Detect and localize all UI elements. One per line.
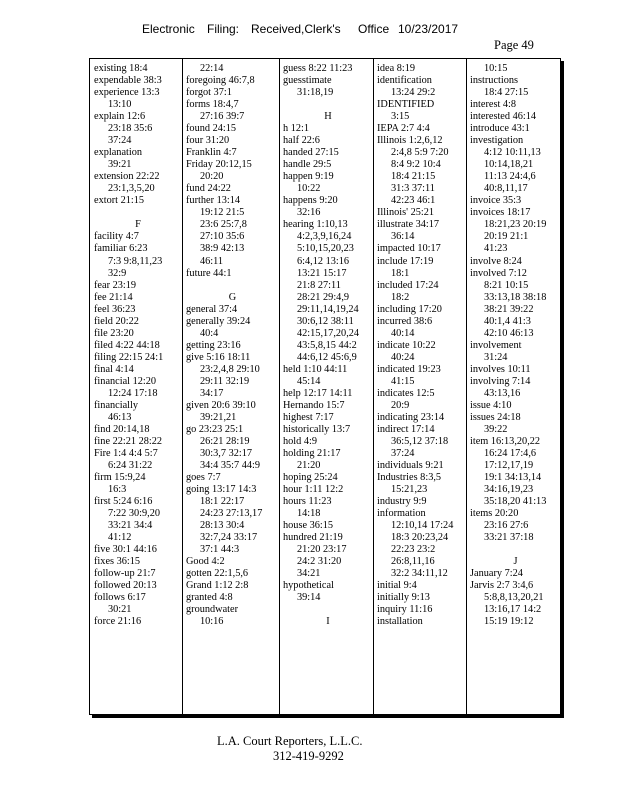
index-entry-continuation: 30:3,7 32:17 xyxy=(200,448,253,459)
index-entry-continuation: 14:18 xyxy=(297,508,321,520)
index-entry: filing 22:15 24:1 xyxy=(94,351,164,363)
index-entry: forgot 37:1 xyxy=(186,87,232,99)
index-entry-continuation: 10:15 xyxy=(484,63,508,74)
index-entry: Illinois' 25:21 xyxy=(377,207,435,219)
index-entry-continuation: 11:13 24:4,6 xyxy=(484,171,536,183)
index-entry: gotten 22:1,5,6 xyxy=(186,568,249,580)
index-entry-continuation: 37:24 xyxy=(108,135,132,147)
index-entry: issues 24:18 xyxy=(470,411,521,423)
index-entry-continuation: 7:3 9:8,11,23 xyxy=(108,255,163,267)
index-entry-continuation: 30:21 xyxy=(108,604,132,616)
index-entry: go 23:23 25:1 xyxy=(186,423,244,435)
index-entry: find 20:14,18 xyxy=(94,423,150,435)
index-entry-continuation: 13:16,17 14:2 xyxy=(484,604,542,616)
index-entry: item 16:13,20,22 xyxy=(470,435,541,447)
index-entry: invoices 18:17 xyxy=(470,207,531,219)
index-entry: industry 9:9 xyxy=(377,496,427,508)
index-entry-continuation: 29:11,14,19,24 xyxy=(297,303,359,315)
index-entry: involving 7:14 xyxy=(470,375,531,387)
index-entry: guess 8:22 11:23 xyxy=(283,63,353,74)
index-entry: Franklin 4:7 xyxy=(186,147,237,159)
index-entry: explain 12:6 xyxy=(94,111,146,123)
index-entry: give 5:16 18:11 xyxy=(186,351,251,363)
index-entry-continuation: 24:2 31:20 xyxy=(297,556,342,568)
index-entry-continuation: 18:4 21:15 xyxy=(391,171,436,183)
index-entry: IDENTIFIED xyxy=(377,99,435,111)
index-entry: foregoing 46:7,8 xyxy=(186,75,255,87)
footer-company: L.A. Court Reporters, L.L.C. xyxy=(217,734,363,748)
index-column-4 xyxy=(373,63,466,628)
index-entry: hypothetical xyxy=(283,580,334,592)
index-entry-continuation: 40:14 xyxy=(391,327,415,339)
index-entry: involve 8:24 xyxy=(470,255,522,267)
index-entry-continuation: 41:15 xyxy=(391,375,415,387)
index-entry: future 44:1 xyxy=(186,267,232,279)
index-entry-continuation: 40:24 xyxy=(391,351,415,363)
index-entry-continuation: 31:3 37:11 xyxy=(391,183,435,195)
index-entry-continuation: 44:6,12 45:6,9 xyxy=(297,351,357,363)
index-entry: indicates 12:5 xyxy=(377,387,435,399)
index-entry: included 17:24 xyxy=(377,279,439,291)
index-entry-continuation: 40:8,11,17 xyxy=(484,183,528,195)
index-spacer xyxy=(94,207,182,219)
index-entry: financial 12:20 xyxy=(94,375,157,387)
index-entry: Grand 1:12 2:8 xyxy=(186,580,249,592)
index-entry: extension 22:22 xyxy=(94,171,160,183)
index-entry-continuation: 22:14 xyxy=(200,63,224,74)
index-entry: file 23:20 xyxy=(94,327,134,339)
index-entry-continuation: 28:21 29:4,9 xyxy=(297,291,350,303)
index-letter-heading: G xyxy=(228,291,237,303)
index-entry: initially 9:13 xyxy=(377,592,430,604)
index-entry: experience 13:3 xyxy=(94,87,160,99)
index-entry-continuation: 33:21 34:4 xyxy=(108,520,153,532)
footer-phone: 312-419-9292 xyxy=(273,749,344,763)
index-entry-continuation: 30:6,12 38:11 xyxy=(297,315,354,327)
index-entry: further 13:14 xyxy=(186,195,241,207)
index-entry-continuation: 21:20 23:17 xyxy=(297,544,347,556)
index-entry: investigation xyxy=(470,135,524,147)
index-entry-continuation: 13:21 15:17 xyxy=(297,267,347,279)
index-entry: hearing 1:10,13 xyxy=(283,219,348,231)
index-entry: groundwater xyxy=(186,604,239,616)
index-entry: involved 7:12 xyxy=(470,267,527,279)
index-entry: five 30:1 44:16 xyxy=(94,544,157,556)
index-entry-continuation: 4:2,3,9,16,24 xyxy=(297,231,352,243)
index-entry: information xyxy=(377,508,426,520)
index-entry: four 31:20 xyxy=(186,135,230,147)
index-entry: goes 7:7 xyxy=(186,472,221,484)
index-spacer xyxy=(186,280,279,292)
index-entry: extort 21:15 xyxy=(94,195,145,207)
index-entry-continuation: 18:3 20:23,24 xyxy=(391,532,449,544)
index-entry-continuation: 19:12 21:5 xyxy=(200,207,245,219)
index-entry-continuation: 43:5,8,15 44:2 xyxy=(297,339,357,351)
index-entry: historically 13:7 xyxy=(283,423,351,435)
index-entry-continuation: 27:16 39:7 xyxy=(200,111,245,123)
index-entry-continuation: 29:11 32:19 xyxy=(200,375,250,387)
index-entry-continuation: 13:10 xyxy=(108,99,132,111)
index-entry: instructions xyxy=(470,75,519,87)
index-entry-continuation: 18:1 xyxy=(391,267,410,279)
index-entry-continuation: 17:12,17,19 xyxy=(484,460,534,472)
index-entry-continuation: 10:16 xyxy=(200,616,224,628)
index-entry: fee 21:14 xyxy=(94,291,133,303)
index-entry-continuation: 15:19 19:12 xyxy=(484,616,534,628)
index-column-2 xyxy=(182,63,279,628)
index-entry-continuation: 34:4 35:7 44:9 xyxy=(200,460,261,472)
index-entry: firm 15:9,24 xyxy=(94,472,146,484)
index-entry-continuation: 39:21,21 xyxy=(200,411,237,423)
index-spacer xyxy=(283,99,373,111)
index-entry-continuation: 33:21 37:18 xyxy=(484,532,534,544)
index-entry: going 13:17 14:3 xyxy=(186,484,257,496)
index-entry-continuation: 3:15 xyxy=(391,111,410,123)
index-entry-continuation: 15:21,23 xyxy=(391,484,428,496)
index-entry-continuation: 12:10,14 17:24 xyxy=(391,520,454,532)
index-entry: identification xyxy=(377,75,432,87)
index-entry: happens 9:20 xyxy=(283,195,338,207)
index-entry-continuation: 39:14 xyxy=(297,592,321,604)
index-entry: held 1:10 44:11 xyxy=(283,363,348,375)
index-entry-continuation: 23:16 27:6 xyxy=(484,520,529,532)
index-entry: familiar 6:23 xyxy=(94,243,148,255)
index-entry: explanation xyxy=(94,147,143,159)
index-entry: Hernando 15:7 xyxy=(283,399,345,411)
index-entry: hour 1:11 12:2 xyxy=(283,484,344,496)
word-index-table xyxy=(89,58,561,715)
index-entry: fear 23:19 xyxy=(94,279,137,291)
index-entry-continuation: 21:20 xyxy=(297,460,321,472)
index-entry: IEPA 2:7 4:4 xyxy=(377,123,430,135)
index-entry-continuation: 20:20 xyxy=(200,171,224,183)
index-entry-continuation: 36:14 xyxy=(391,231,415,243)
index-entry: holding 21:17 xyxy=(283,448,341,459)
index-entry: followed 20:13 xyxy=(94,580,157,592)
index-entry: house 36:15 xyxy=(283,520,334,532)
index-entry-continuation: 8:4 9:2 10:4 xyxy=(391,159,441,171)
index-entry-continuation: 40:1,4 41:3 xyxy=(484,315,531,327)
index-entry-continuation: 37:1 44:3 xyxy=(200,544,240,556)
index-entry: first 5:24 6:16 xyxy=(94,496,153,508)
index-entry: help 12:17 14:11 xyxy=(283,387,353,399)
index-entry: Good 4:2 xyxy=(186,556,225,568)
index-entry-continuation: 38:21 39:22 xyxy=(484,303,534,315)
index-entry-continuation: 23:6 25:7,8 xyxy=(200,219,247,231)
index-entry-continuation: 34:16,19,23 xyxy=(484,484,534,496)
index-entry: fine 22:21 28:22 xyxy=(94,435,163,447)
index-entry-continuation: 18:2 xyxy=(391,291,410,303)
index-entry: Illinois 1:2,6,12 xyxy=(377,135,443,147)
index-entry-continuation: 38:9 42:13 xyxy=(200,243,245,255)
index-entry-continuation: 2:4,8 5:9 7:20 xyxy=(391,147,449,159)
header-office: Office xyxy=(358,22,390,36)
index-entry-continuation: 31:18,19 xyxy=(297,87,334,99)
index-entry-continuation: 20:9 xyxy=(391,399,410,411)
index-entry-continuation: 18:4 27:15 xyxy=(484,87,529,99)
index-entry: forms 18:4,7 xyxy=(186,99,239,111)
index-entry-continuation: 36:5,12 37:18 xyxy=(391,435,449,447)
index-entry: incurred 38:6 xyxy=(377,315,433,327)
index-entry: filed 4:22 44:18 xyxy=(94,339,160,351)
index-entry-continuation: 41:12 xyxy=(108,532,132,544)
index-entry-continuation: 37:24 xyxy=(391,448,415,459)
index-entry: hold 4:9 xyxy=(283,435,318,447)
index-column-3 xyxy=(279,63,373,628)
index-entry: hundred 21:19 xyxy=(283,532,343,544)
index-entry-continuation: 46:13 xyxy=(108,411,132,423)
index-entry: getting 23:16 xyxy=(186,339,241,351)
index-entry-continuation: 26:8,11,16 xyxy=(391,556,435,568)
index-entry-continuation: 23:2,4,8 29:10 xyxy=(200,363,260,375)
index-letter-heading: F xyxy=(135,219,141,231)
index-entry-continuation: 39:21 xyxy=(108,159,132,171)
index-entry-continuation: 5:8,8,13,20,21 xyxy=(484,592,544,604)
index-entry-continuation: 32:16 xyxy=(297,207,321,219)
index-entry: fund 24:22 xyxy=(186,183,231,195)
index-entry-continuation: 41:23 xyxy=(484,243,508,255)
index-entry-continuation: 7:22 30:9,20 xyxy=(108,508,161,520)
index-entry-continuation: 42:15,17,20,24 xyxy=(297,327,360,339)
index-entry-continuation: 19:1 34:13,14 xyxy=(484,472,542,484)
index-entry: handle 29:5 xyxy=(283,159,332,171)
index-entry-continuation: 43:13,16 xyxy=(484,387,521,399)
index-entry-continuation: 16:24 17:4,6 xyxy=(484,448,537,459)
index-entry-continuation: 5:10,15,20,23 xyxy=(297,243,354,255)
index-entry: Fire 1:4 4:4 5:7 xyxy=(94,448,158,459)
index-entry: hours 11:23 xyxy=(283,496,332,508)
index-entry: granted 4:8 xyxy=(186,592,233,604)
index-entry: impacted 10:17 xyxy=(377,243,441,255)
index-entry: invoice 35:3 xyxy=(470,195,522,207)
index-entry-continuation: 42:23 46:1 xyxy=(391,195,436,207)
header-electronic: Electronic xyxy=(142,22,195,36)
index-entry: found 24:15 xyxy=(186,123,237,135)
index-entry: feel 36:23 xyxy=(94,303,136,315)
index-entry-continuation: 33:13,18 38:18 xyxy=(484,291,547,303)
index-column-1 xyxy=(90,63,182,628)
index-entry-continuation: 35:18,20 41:13 xyxy=(484,496,547,508)
index-entry: financially xyxy=(94,399,139,411)
index-entry: general 37:4 xyxy=(186,303,238,315)
index-entry: Industries 8:3,5 xyxy=(377,472,442,484)
index-entry: follow-up 21:7 xyxy=(94,568,156,580)
index-entry: installation xyxy=(377,616,423,628)
index-entry: given 20:6 39:10 xyxy=(186,399,256,411)
page-number: Page 49 xyxy=(494,38,534,52)
index-entry-continuation: 13:24 29:2 xyxy=(391,87,436,99)
index-entry: fixes 36:15 xyxy=(94,556,141,568)
index-entry-continuation: 27:10 35:6 xyxy=(200,231,245,243)
index-entry: Friday 20:12,15 xyxy=(186,159,252,171)
index-entry-continuation: 40:4 xyxy=(200,327,219,339)
index-letter-heading: H xyxy=(324,111,332,123)
index-entry-continuation: 6:24 31:22 xyxy=(108,460,153,472)
index-column-5 xyxy=(466,63,561,628)
index-entry-continuation: 28:13 30:4 xyxy=(200,520,245,532)
index-entry: illustrate 34:17 xyxy=(377,219,440,231)
index-entry-continuation: 12:24 17:18 xyxy=(108,387,158,399)
index-entry: generally 39:24 xyxy=(186,315,251,327)
index-entry: interest 4:8 xyxy=(470,99,517,111)
index-entry: issue 4:10 xyxy=(470,399,512,411)
index-entry-continuation: 4:12 10:11,13 xyxy=(484,147,541,159)
index-entry: involvement xyxy=(470,339,522,351)
index-entry-continuation: 32:9 xyxy=(108,267,127,279)
index-entry: happen 9:19 xyxy=(283,171,334,183)
index-entry: final 4:14 xyxy=(94,363,134,375)
index-entry-continuation: 8:21 10:15 xyxy=(484,279,529,291)
index-entry: hoping 25:24 xyxy=(283,472,338,484)
index-entry: introduce 43:1 xyxy=(470,123,530,135)
index-entry-continuation: 23:18 35:6 xyxy=(108,123,153,135)
index-entry: follows 6:17 xyxy=(94,592,146,604)
index-entry-continuation: 6:4,12 13:16 xyxy=(297,255,350,267)
index-entry-continuation: 39:22 xyxy=(484,423,508,435)
index-entry-continuation: 46:11 xyxy=(200,255,224,267)
index-spacer xyxy=(283,604,373,616)
index-entry: involves 10:11 xyxy=(470,363,531,375)
index-entry-continuation: 32:2 34:11,12 xyxy=(391,568,448,580)
index-entry: indirect 17:14 xyxy=(377,423,435,435)
index-entry: include 17:19 xyxy=(377,255,434,267)
index-entry: force 21:16 xyxy=(94,616,142,628)
index-entry: idea 8:19 xyxy=(377,63,416,74)
index-entry-continuation: 18:1 22:17 xyxy=(200,496,245,508)
index-entry-continuation: 34:21 xyxy=(297,568,321,580)
index-entry: half 22:6 xyxy=(283,135,320,147)
index-entry: expendable 38:3 xyxy=(94,75,162,87)
index-entry-continuation: 10:14,18,21 xyxy=(484,159,534,171)
index-entry: indicate 10:22 xyxy=(377,339,436,351)
index-entry-continuation: 22:23 23:2 xyxy=(391,544,436,556)
header-received: Received,Clerk's xyxy=(251,22,341,36)
index-entry-continuation: 42:10 46:13 xyxy=(484,327,534,339)
index-entry: items 20:20 xyxy=(470,508,519,520)
index-letter-heading: J xyxy=(513,556,518,568)
index-entry-continuation: 34:17 xyxy=(200,387,224,399)
index-entry-continuation: 32:7,24 33:17 xyxy=(200,532,258,544)
index-entry: Jarvis 2:7 3:4,6 xyxy=(470,580,534,592)
index-entry-continuation: 31:24 xyxy=(484,351,508,363)
index-entry-continuation: 26:21 28:19 xyxy=(200,435,250,447)
index-entry: inquiry 11:16 xyxy=(377,604,433,616)
index-entry: January 7:24 xyxy=(470,568,523,580)
index-entry-continuation: 18:21,23 20:19 xyxy=(484,219,547,231)
index-entry: individuals 9:21 xyxy=(377,460,444,472)
index-entry: including 17:20 xyxy=(377,303,442,315)
index-spacer xyxy=(470,544,561,556)
index-entry: indicated 19:23 xyxy=(377,363,441,375)
index-entry-continuation: 45:14 xyxy=(297,375,321,387)
index-entry-continuation: 21:8 27:11 xyxy=(297,279,341,291)
index-entry: guesstimate xyxy=(283,75,332,87)
header-filing: Filing: xyxy=(207,22,240,36)
index-entry-continuation: 24:23 27:13,17 xyxy=(200,508,263,520)
index-entry: existing 18:4 xyxy=(94,63,148,74)
index-entry-continuation: 20:19 21:1 xyxy=(484,231,529,243)
index-entry: indicating 23:14 xyxy=(377,411,445,423)
index-entry-continuation: 23:1,3,5,20 xyxy=(108,183,155,195)
index-entry: initial 9:4 xyxy=(377,580,417,592)
header-date: 10/23/2017 xyxy=(398,22,459,36)
index-entry: facility 4:7 xyxy=(94,231,139,243)
index-entry: handed 27:15 xyxy=(283,147,339,159)
index-entry: h 12:1 xyxy=(283,123,310,135)
index-letter-heading: I xyxy=(326,616,330,628)
index-entry: field 20:22 xyxy=(94,315,139,327)
index-entry: highest 7:17 xyxy=(283,411,334,423)
index-entry-continuation: 10:22 xyxy=(297,183,321,195)
index-entry-continuation: 16:3 xyxy=(108,484,127,496)
index-entry: interested 46:14 xyxy=(470,111,537,123)
